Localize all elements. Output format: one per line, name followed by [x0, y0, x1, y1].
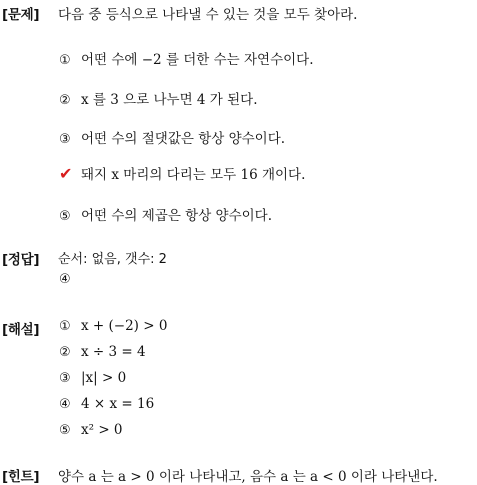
explanation-expr: 4 × x = 16: [81, 396, 155, 412]
option-3: [59, 127, 285, 147]
option-text: 어떤 수에 −2 를 더한 수는 자연수이다.: [81, 52, 314, 68]
option-text: 어떤 수의 절댓값은 항상 양수이다.: [81, 131, 286, 147]
explanation-expr: x ÷ 3 = 4: [81, 344, 146, 360]
option-text: 어떤 수의 제곱은 항상 양수이다.: [81, 208, 272, 224]
explanation-item-1: [59, 318, 167, 334]
option-text: x 를 3 으로 나누면 4 가 된다.: [81, 92, 258, 108]
explanation-marker: ⑤: [59, 423, 71, 438]
explanation-marker: ②: [59, 345, 71, 360]
explanation-item-5: [59, 422, 123, 438]
explanation-tag: [해설]: [2, 322, 40, 338]
option-1: [59, 48, 314, 68]
option-text: 돼지 x 마리의 다리는 모두 16 개이다.: [81, 167, 306, 183]
problem-tag: [문제]: [2, 7, 40, 23]
explanation-expr: |x| > 0: [81, 370, 127, 386]
check-mark-icon: ✔: [59, 164, 73, 183]
explanation-item-4: [59, 396, 154, 412]
option-marker: ③: [59, 132, 71, 147]
option-marker: ②: [59, 93, 71, 108]
option-marker: ①: [59, 53, 71, 68]
option-marker: ⑤: [59, 209, 71, 224]
explanation-item-2: [59, 344, 146, 360]
option-5: [59, 204, 272, 224]
answer-value: ④: [59, 272, 71, 287]
answer-summary: 순서: 없음, 갯수: 2: [58, 252, 167, 267]
explanation-expr: x² > 0: [81, 422, 123, 438]
answer-tag: [정답]: [2, 252, 40, 268]
problem-question: 다음 중 등식으로 나타낼 수 있는 것을 모두 찾아라.: [58, 7, 358, 23]
option-2: [59, 88, 258, 108]
explanation-item-3: [59, 370, 126, 386]
option-4: [59, 163, 305, 183]
hint-text: 양수 a 는 a > 0 이라 나타내고, 음수 a 는 a < 0 이라 나타낸다.: [58, 469, 438, 485]
explanation-marker: ③: [59, 371, 71, 386]
explanation-marker: ④: [59, 397, 71, 412]
explanation-expr: x + (−2) > 0: [81, 318, 168, 334]
explanation-marker: ①: [59, 319, 71, 334]
hint-tag: [힌트]: [2, 469, 40, 485]
